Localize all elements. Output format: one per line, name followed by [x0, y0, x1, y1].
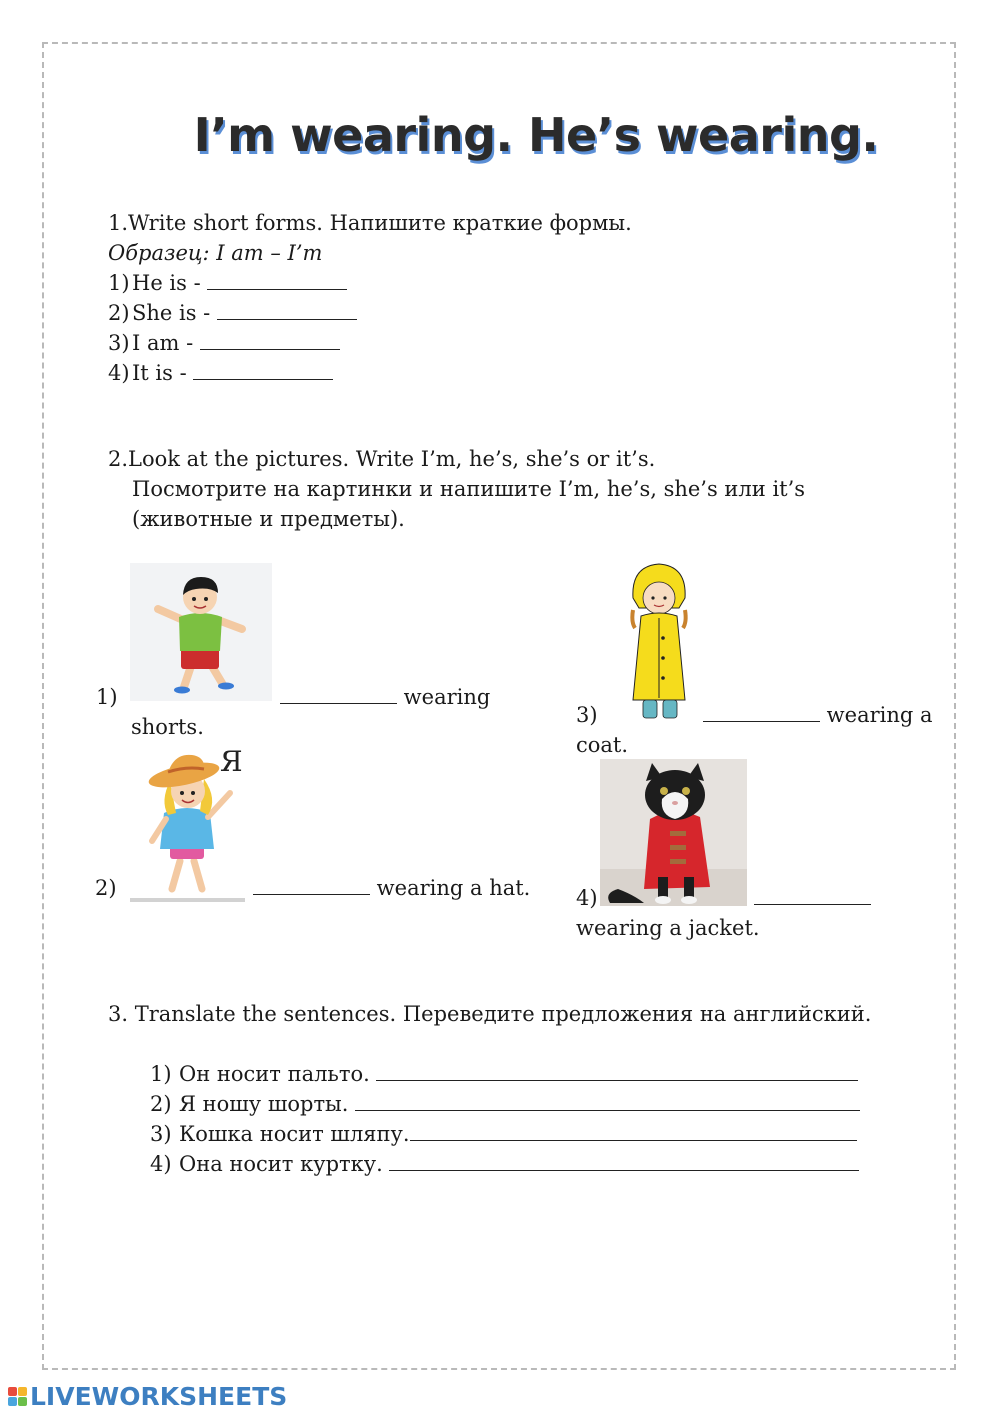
task2-heading-line-2: Посмотрите на картинки и напишите I’m, he’s, she’s или it’s: [132, 477, 806, 501]
task2-item-1-continuation: shorts.: [131, 715, 204, 739]
task2-item-2-number: 2): [95, 876, 117, 900]
task3-item-4: 4) Она носит куртку.: [150, 1149, 859, 1179]
letter-badge: Я: [220, 745, 243, 778]
cat-in-jacket-picture: [600, 759, 747, 906]
task1-item-1: 1) He is -: [108, 268, 347, 298]
task3-item-3: 3) Кошка носит шляпу.: [150, 1119, 857, 1149]
answer-blank-2-4[interactable]: [754, 884, 871, 905]
liveworksheets-logo[interactable]: [8, 1380, 287, 1412]
task2-item-1-line: wearing: [280, 682, 490, 712]
answer-blank-2-2[interactable]: [253, 874, 370, 895]
answer-blank-1-3[interactable]: [200, 329, 340, 350]
task2-item-3-line: wearing a: [703, 700, 933, 730]
answer-blank-2-3[interactable]: [703, 701, 820, 722]
girl-with-hat-picture: [130, 741, 245, 902]
girl-in-raincoat-picture: [623, 562, 695, 722]
answer-blank-1-2[interactable]: [217, 299, 357, 320]
answer-blank-3-1[interactable]: [376, 1060, 858, 1081]
task3-item-2: 2) Я ношу шорты.: [150, 1089, 860, 1119]
task3-heading: 3. Translate the sentences. Переведите предложения на английский.: [108, 1002, 872, 1026]
task1-item-2: 2) She is -: [108, 298, 357, 328]
task1-heading: 1.Write short forms. Напишите краткие формы.: [108, 211, 632, 235]
task2-heading-line-1: 2.Look at the pictures. Write I’m, he’s, she’s or it’s.: [108, 447, 656, 471]
logo-blocks-icon: [8, 1387, 27, 1406]
task2-heading-line-3: (животные и предметы).: [132, 507, 405, 531]
brand-name: LIVEWORKSHEETS: [30, 1381, 288, 1411]
task1-item-4: 4) It is -: [108, 358, 333, 388]
answer-blank-1-4[interactable]: [193, 359, 333, 380]
answer-blank-3-4[interactable]: [389, 1150, 859, 1171]
answer-blank-3-2[interactable]: [355, 1090, 860, 1111]
worksheet-title: I’m wearing. He’s wearing.: [193, 108, 879, 162]
task2-item-4-number: 4): [576, 886, 598, 910]
task2-item-3-continuation: coat.: [576, 733, 629, 757]
answer-blank-1-1[interactable]: [207, 269, 347, 290]
task2-item-4-continuation: wearing a jacket.: [576, 916, 760, 940]
task1-example: Образец: I am – I’m: [108, 241, 323, 265]
answer-blank-2-1[interactable]: [280, 683, 397, 704]
task3-item-1: 1) Он носит пальто.: [150, 1059, 858, 1089]
answer-blank-3-3[interactable]: [410, 1120, 857, 1141]
task2-item-3-number: 3): [576, 703, 598, 727]
boy-picture: [130, 563, 272, 701]
task2-item-2-line: wearing a hat.: [253, 873, 530, 903]
task1-item-3: 3) I am -: [108, 328, 340, 358]
task2-item-4-line: [754, 883, 871, 913]
task2-item-1-number: 1): [96, 685, 118, 709]
